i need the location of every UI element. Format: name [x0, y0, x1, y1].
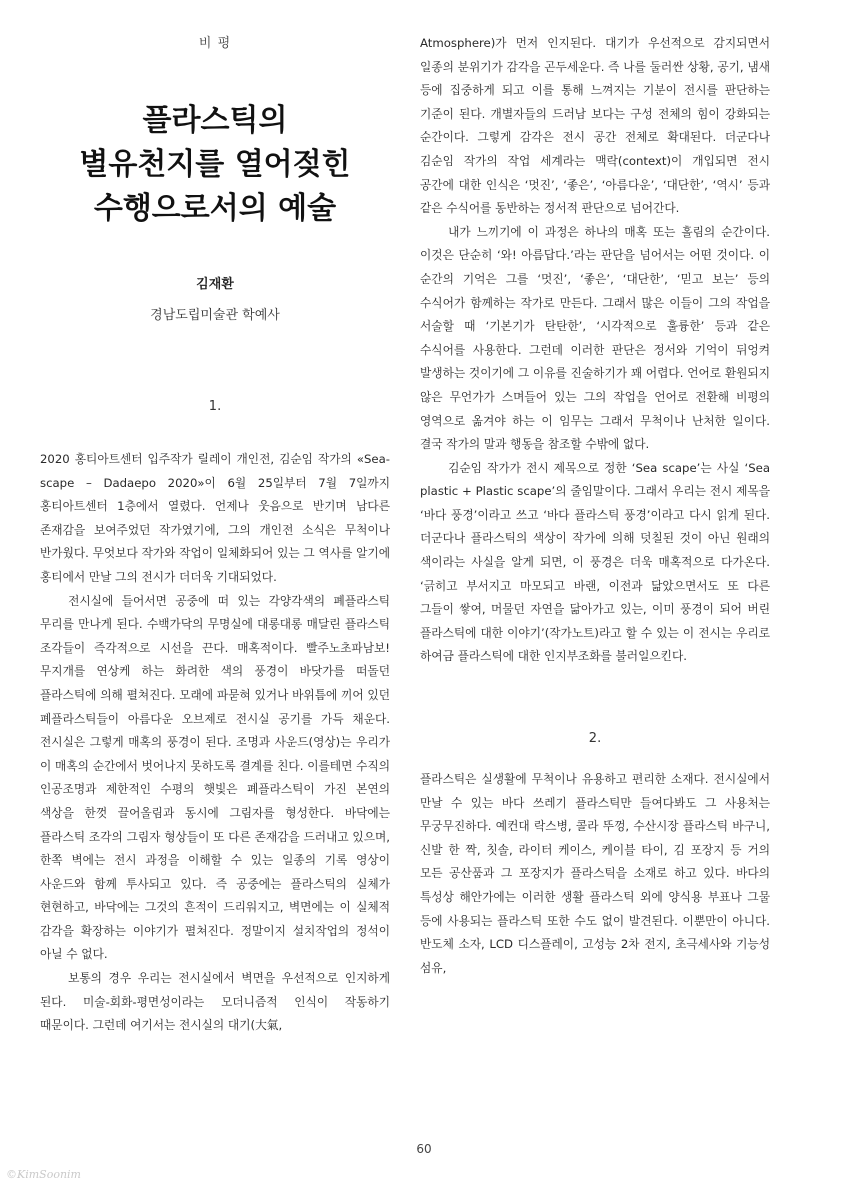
author-name: 김재환: [196, 277, 234, 292]
page-number: 60: [416, 1142, 432, 1156]
body-paragraph: Atmosphere)가 먼저 인지된다. 대기가 우선적으로 감지되면서 일종의 분위기가 감각을 곤두세운다. 즉 나를 둘러싼 상황, 공기, 냄새 등에 집중하게 되고 이를 통해 느껴지는 기분이 전시를 판단하는 기준이 된다. 개별자들의 드러남 보다는 구성 전체의 힘이 강화되는 순간이다. 그렇게 감각은 전시 공간 전체로 확대된다. 더군다나 김순임 작가의 작업 세계라는 맥락(context)이 개입되면 전시 공간에 대한 인식은 ‘멋진’, ‘좋은’, ‘아름다운’, ‘대단한’, ‘역시’ 등과 같은 수식어를 동반하는 정서적 판단으로 넘어간다.: [420, 36, 770, 216]
section-category: 비 평: [198, 36, 232, 51]
section-number-2: 2.: [588, 731, 602, 747]
article-title: [40, 99, 390, 231]
body-paragraph: 김순임 작가가 전시 제목으로 정한 ‘Sea scape’는 사실 ‘Sea plastic + Plastic scape’의 줄임말이다. 그래서 우리는 전시 제목을 ‘바다 풍경’이라고 쓰고 ‘바다 플라스틱 풍경’이라고 다시 읽게 된다. 더군다나 플라스틱의 색상이 작가에 의해 덧칠된 것이 아닌 원래의 색이라는 사실을 알게 되면, 이 풍경은 더욱 매혹적으로 다가온다. ‘긁히고 부서지고 마모되고 바랜, 이전과 닮았으면서도 또 다른 그들이 쌓여, 머물던 자연을 닮아가고 있는, 이미 풍경이 되어 버린 플라스틱에 대한 이야기’(작가노트)라고 할 수 있는 이 전시는 우리로 하여금 플라스틱에 대한 인지부조화를 불러일으킨다.: [420, 460, 770, 664]
left-column: [40, 32, 390, 1038]
section-number-1: 1.: [208, 399, 222, 414]
body-paragraph: 보통의 경우 우리는 전시실에서 벽면을 우선적으로 인지하게 된다. 미술-회화-평면성이라는 모더니즘적 인식이 작동하기 때문이다. 그런데 여기서는 전시실의 대기(大氣,: [40, 971, 390, 1033]
right-column: [420, 32, 770, 980]
title-line: 수행으로서의 예술: [93, 191, 337, 226]
title-line: 별유천지를 열어젖힌: [79, 147, 351, 182]
body-paragraph: 2020 홍티아트센터 입주작가 릴레이 개인전, 김순임 작가의 «Sea-scape – Dadaepo 2020»이 6월 25일부터 7월 7일까지 홍티아트센터 1층에서 열렸다. 언제나 웃음으로 반기며 남다른 존재감을 보여주었던 작가였기에, 그의 개인전 소식은 무척이나 반가웠다. 무엇보다 작가와 작업이 일체화되어 있는 그 역사를 알기에 홍티에서 만날 그의 전시가 더더욱 기대되었다.: [40, 452, 390, 584]
title-line: 플라스틱의: [142, 103, 288, 138]
author-affiliation: 경남도립미술관 학예사: [150, 308, 280, 323]
body-paragraph: 플라스틱은 실생활에 무척이나 유용하고 편리한 소재다. 전시실에서 만날 수 있는 바다 쓰레기 플라스틱만 들여다봐도 그 사용처는 무궁무진하다. 예컨대 락스병, 콜라 뚜껑, 수산시장 플라스틱 바구니, 신발 한 짝, 칫솔, 라이터 케이스, 케이블 타이, 김 포장지 등 거의 모든 공산품과 그 포장지가 플라스틱을 소재로 하고 있다. 바다의 특성상 해안가에는 이러한 생활 플라스틱 외에 양식용 부표나 그물 등에 사용되는 플라스틱 또한 수도 없이 발견된다. 이뿐만이 아니다. 반도체 소자, LCD 디스플레이, 고성능 2차 전지, 초극세사와 기능성 섬유,: [420, 772, 770, 975]
body-paragraph: 전시실에 들어서면 공중에 떠 있는 각양각색의 폐플라스틱 무리를 만나게 된다. 수백가닥의 무명실에 대롱대롱 매달린 플라스틱 조각들이 즉각적으로 시선을 끈다. 매혹적이다. 빨주노초파남보! 무지개를 연상케 하는 화려한 색의 풍경이 바닷가를 떠돌던 플라스틱에 의해 펼쳐진다. 모래에 파묻혀 있거나 바위틈에 끼어 있던 폐플라스틱들이 아름다운 오브제로 전시실 공기를 가득 채운다. 전시실은 그렇게 매혹의 풍경이 된다. 조명과 사운드(영상)는 우리가 이 매혹의 순간에서 벗어나지 못하도록 결계를 친다. 이를테면 수직의 인공조명과 제한적인 수평의 햇빛은 폐플라스틱이 가진 본연의 색상을 한껏 끌어올림과 동시에 그림자를 형성한다. 바닥에는 플라스틱 조각의 그림자 형상들이 또 다른 존재감을 드러내고 있으며, 한쪽 벽에는 전시 과정을 이해할 수 있는 일종의 기록 영상이 사운드와 함께 투사되고 있다. 즉 공중에는 플라스틱의 실체가 현현하고, 바닥에는 그것의 흔적이 드리워지고, 벽면에는 이 실체적 감각을 확장하는 이야기가 펼쳐진다. 정말이지 설치작업의 정석이 아닐 수 없다.: [40, 593, 390, 962]
body-paragraph: 내가 느끼기에 이 과정은 하나의 매혹 또는 홀림의 순간이다. 이것은 단순히 ‘와! 아름답다.’라는 판단을 넘어서는 어떤 것이다. 이 순간의 기억은 그를 ‘멋진’, ‘좋은’, ‘대단한’, ‘믿고 보는’ 등의 수식어가 함께하는 작가로 만든다. 그래서 많은 이들이 그의 작업을 서술할 때 ‘기본기가 탄탄한’, ‘시각적으로 훌륭한’ 등과 같은 수식어를 사용한다. 그런데 이러한 판단은 정서와 기억이 뒤엉켜 발생하는 것이기에 그 이유를 진술하기가 꽤 어렵다. 언어로 환원되지 않은 무언가가 스며들어 있는 그의 작업을 언어로 전환해 비평의 영역으로 옮겨야 하는 이 임무는 그래서 무척이나 난처한 일이다. 결국 작가의 말과 행동을 참조할 수밖에 없다.: [420, 224, 770, 452]
copyright-watermark: ©KimSoonim: [6, 1168, 81, 1181]
